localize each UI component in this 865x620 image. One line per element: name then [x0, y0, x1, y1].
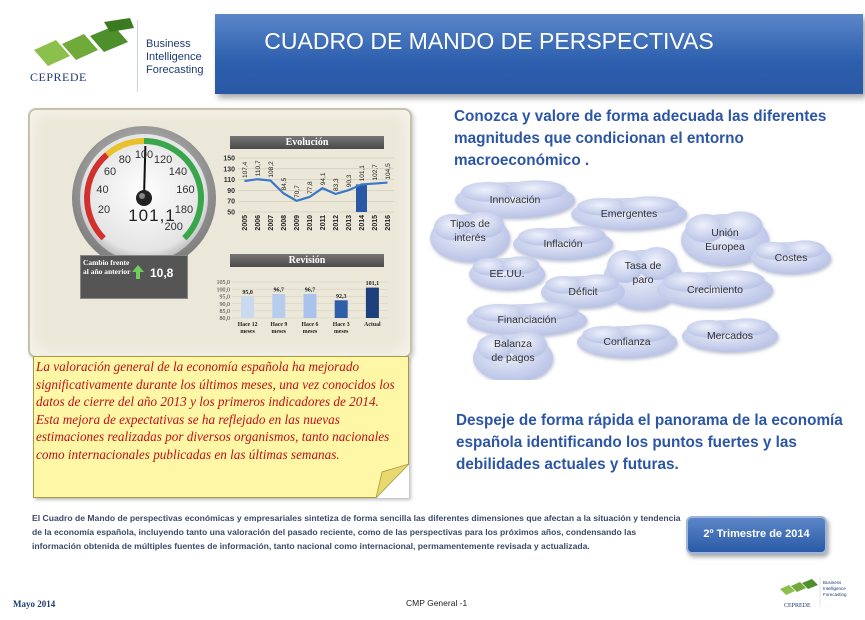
evolucion-highlight-bar [356, 184, 367, 212]
revision-xtick: Actual [364, 322, 381, 328]
cloud-label: Mercados [706, 330, 754, 342]
intro-heading: Conozca y valore de forma adecuada las diferentes magnitudes que condicionan el entorno macroeconómico . [454, 108, 827, 169]
revision-xtick: Hace 6 [301, 322, 319, 328]
cloud-label: Balanza de pagos [491, 338, 535, 364]
evolucion-data-label: 102,7 [372, 164, 379, 181]
evolucion-data-label: 77,8 [307, 181, 314, 194]
note-paragraph: La valoración general de la economía española ha mejorado significativamente durante los últimos meses, una vez conocidos los datos de cierre del año 2013 y los primeros indicadores de 2014. [36, 359, 395, 409]
page-title: CUADRO DE MANDO DE PERSPECTIVAS [264, 28, 714, 54]
logo-tagline-line: Business [146, 38, 191, 50]
evolucion-data-label: 107,4 [242, 161, 249, 179]
logo-tagline-line: Forecasting [146, 64, 204, 76]
cloud-label: Déficit [568, 286, 598, 298]
revision-ytick: 85,0 [219, 309, 230, 315]
revision-chart-title: Revisión [230, 254, 384, 267]
gauge-tick-label: 140 [168, 166, 188, 179]
evolucion-data-label: 84,5 [281, 177, 288, 191]
revision-bar [304, 294, 317, 318]
evolucion-data-label: 101,1 [359, 165, 366, 182]
revision-ytick: 95,0 [219, 294, 230, 301]
footer-page: CMP General -1 [406, 598, 468, 608]
svg-text:Forecasting: Forecasting [823, 592, 847, 597]
gauge-value: 101,1 [128, 206, 176, 225]
cloud-label: Unión Europea [705, 227, 745, 253]
gauge-tick-label: 80 [118, 153, 132, 166]
svg-text:CEPREDE: CEPREDE [784, 603, 811, 609]
evolucion-xtick: 2008 [281, 215, 288, 231]
cloud-label: Tipos de interés [450, 218, 490, 244]
cloud-label: Innovación [489, 194, 541, 206]
revision-data-label: 95,0 [242, 289, 253, 296]
cloud-label: Crecimiento [686, 284, 744, 296]
svg-text:Business: Business [823, 580, 842, 585]
revision-bar-chart [206, 268, 394, 352]
gauge-tick-label: 20 [97, 203, 111, 216]
outlook-heading: Despeje de forma rápida el panorama de la economía española identificando los puntos fuertes y las debilidades actuales y futuras. [456, 412, 843, 473]
revision-data-label: 96,7 [304, 287, 316, 294]
revision-ytick: 100,0 [216, 287, 230, 294]
gauge-tick-label: 180 [174, 203, 194, 216]
cloud-label: Tasa de paro [624, 260, 662, 286]
cloud-labels [425, 180, 865, 380]
evolucion-line-chart [216, 150, 396, 250]
evolucion-ytick: 130 [223, 166, 235, 174]
revision-bar [241, 296, 254, 318]
cloud-label: Inflación [543, 238, 583, 250]
evolucion-data-label: 94,1 [320, 172, 327, 186]
revision-xtick: meses [302, 329, 318, 335]
svg-text:Intelligence: Intelligence [823, 586, 846, 591]
cloud-label: Confianza [603, 336, 651, 348]
evolucion-xtick: 2016 [385, 215, 392, 231]
evolucion-xtick: 2011 [320, 215, 327, 231]
gauge-scale [70, 124, 218, 272]
revision-bar [366, 288, 379, 318]
note-paragraph: Esta mejora de expectativas se ha reflejado en las nuevas estimaciones realizadas por diversos organismos, tanto nacionales como internacionales publicadas en las últimas semanas. [36, 411, 390, 462]
gauge-tick-label: 200 [164, 220, 183, 233]
footer-date: Mayo 2014 [13, 599, 56, 609]
logo-tagline [146, 38, 203, 77]
evolucion-xtick: 2014 [359, 215, 366, 231]
evolucion-xtick: 2005 [242, 215, 249, 231]
evolucion-ytick: 110 [223, 177, 235, 185]
revision-bar [272, 294, 285, 318]
note-text [36, 358, 404, 463]
revision-xtick: meses [240, 329, 255, 335]
gauge-tick-label: 40 [96, 184, 109, 197]
evolucion-data-label: 108,2 [268, 161, 275, 178]
revision-xtick: Hace 3 [332, 322, 350, 328]
revision-data-label: 96,7 [273, 287, 285, 294]
revision-ytick: 105,0 [216, 280, 230, 287]
logo-name: CEPREDE [30, 70, 87, 84]
summary-text: El Cuadro de Mando de perspectivas económicas y empresariales sintetiza de forma sencilla las diferentes dimensiones que afectan a la situación y tendencia de la economía española, incluyendo tanto una valoración del pasado reciente, como de las perspectivas para los próximos años, condensando las información obtenida de múltiples fuentes de información, tanto nacional como internacional, permamentemente revisada y actualizada. [32, 513, 681, 551]
evolucion-xtick: 2012 [333, 215, 340, 231]
revision-ytick: 80,0 [219, 316, 230, 323]
revision-xtick: Hace 12 [237, 322, 258, 328]
arrow-up-icon [132, 265, 144, 279]
revision-xtick: Hace 9 [270, 322, 288, 328]
evolucion-xtick: 2007 [268, 215, 275, 231]
evolucion-xtick: 2009 [294, 215, 301, 231]
gauge-tick-label: 60 [103, 166, 117, 179]
period-label: 2º Trimestre de 2014 [703, 528, 810, 540]
revision-bar [335, 300, 348, 318]
cambio-value: 10,8 [150, 266, 174, 280]
evolucion-ytick: 50 [227, 209, 235, 217]
cloud-label: EE.UU. [489, 268, 525, 280]
cloud-label: Financiación [497, 314, 557, 326]
evolucion-xtick: 2006 [255, 215, 262, 231]
evolucion-ytick: 90 [227, 187, 235, 195]
cambio-label: Cambio frente al año anterior [83, 258, 131, 276]
evolucion-xtick: 2015 [372, 215, 379, 231]
cloud-label: Costes [774, 252, 808, 264]
revision-xtick: meses [271, 329, 287, 335]
evolucion-data-label: 90,3 [346, 174, 353, 188]
evolucion-ytick: 150 [223, 155, 235, 163]
gauge-tick-label: 160 [176, 184, 195, 197]
revision-data-label: 101,1 [365, 281, 380, 288]
gauge-tick-label: 120 [153, 153, 173, 166]
note-curl [376, 464, 409, 498]
evolucion-data-label: 110,7 [255, 160, 262, 177]
revision-ytick: 90,0 [219, 301, 230, 308]
gauge-tick-label: 100 [134, 149, 154, 161]
revision-data-label: 92,3 [335, 293, 347, 300]
ceprede-logo-small [778, 573, 854, 611]
evolucion-xtick: 2010 [307, 215, 314, 231]
logo-tagline-line: Intelligence [146, 51, 202, 63]
evolucion-ytick: 70 [227, 198, 235, 206]
evolucion-xtick: 2013 [346, 215, 353, 231]
evolucion-data-label: 70,7 [294, 185, 301, 198]
cloud-label: Emergentes [600, 208, 658, 220]
evolucion-data-label: 104,5 [385, 163, 392, 180]
logo-divider [137, 20, 138, 92]
evolucion-data-label: 83,3 [333, 178, 340, 192]
revision-xtick: meses [333, 329, 349, 335]
evolucion-chart-title: Evolución [230, 136, 384, 149]
